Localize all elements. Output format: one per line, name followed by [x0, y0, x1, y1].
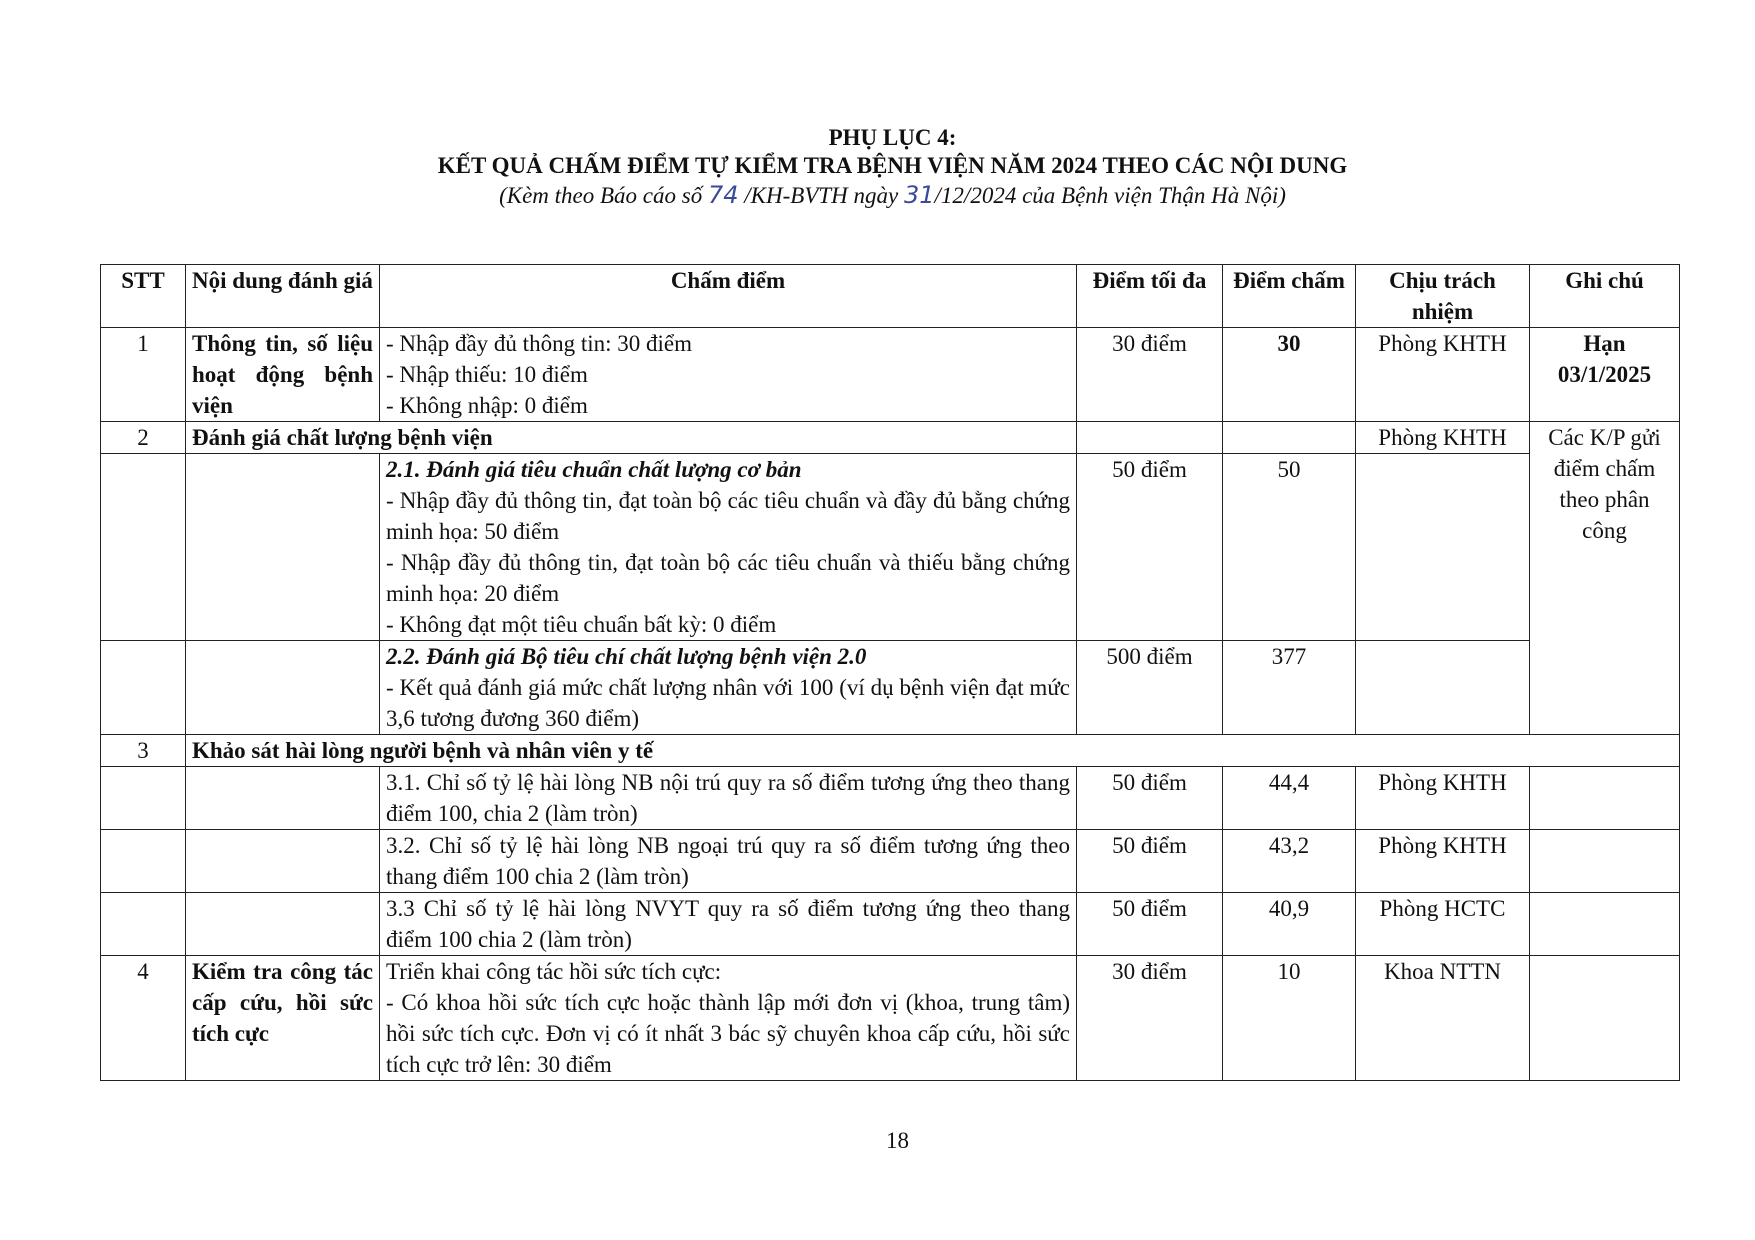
cell-empty	[1530, 956, 1680, 1081]
table-row	[101, 454, 1680, 641]
cell-ghi-chu: Các K/P gửi điểm chấm theo phân công	[1530, 422, 1680, 735]
cell-cham-diem: 3.1. Chỉ số tỷ lệ hài lòng NB nội trú quy ra số điểm tương ứng theo thang điểm 100, chia 2 (làm tròn)	[380, 767, 1077, 830]
page-number: 18	[886, 1128, 909, 1153]
appendix-subtitle	[30, 180, 1755, 211]
cell-diem-toi-da: 50 điểm	[1077, 893, 1223, 956]
cell-empty	[1356, 454, 1530, 641]
cell-section-title: Khảo sát hài lòng người bệnh và nhân viên y tế	[186, 735, 1680, 767]
cell-empty	[101, 454, 186, 641]
cell-section-title: Đánh giá chất lượng bệnh viện	[186, 422, 1077, 454]
subtitle-part-b: /KH-BVTH ngày	[744, 183, 899, 208]
table-header-row	[101, 265, 1680, 328]
document-title-block	[0, 124, 1755, 211]
table-row	[101, 767, 1680, 830]
header-cham-diem: Chấm điểm	[380, 265, 1077, 328]
cell-empty	[186, 454, 380, 641]
cell-chiu-trach-nhiem: Khoa NTTN	[1356, 956, 1530, 1081]
cell-cham-diem: 3.3 Chỉ số tỷ lệ hài lòng NVYT quy ra số điểm tương ứng theo thang điểm 100 chia 2 (làm tròn)	[380, 893, 1077, 956]
table-row	[101, 422, 1680, 454]
cell-empty	[1530, 767, 1680, 830]
criteria-line: Triển khai công tác hồi sức tích cực:	[386, 959, 722, 984]
criteria-line: - Không nhập: 0 điểm	[386, 393, 588, 418]
table-row	[101, 956, 1680, 1081]
cell-diem-cham: 377	[1223, 641, 1356, 735]
criteria-line: - Nhập thiếu: 10 điểm	[386, 362, 588, 387]
criteria-line: - Nhập đầy đủ thông tin, đạt toàn bộ các tiêu chuẩn và thiếu bằng chứng minh họa: 20 điểm	[386, 550, 1070, 606]
criteria-line: - Nhập đầy đủ thông tin: 30 điểm	[386, 331, 692, 356]
table-row	[101, 641, 1680, 735]
table-row	[101, 830, 1680, 893]
subtitle-part-c: /12/2024 của Bệnh viện Thận Hà Nội)	[934, 183, 1286, 208]
cell-stt: 4	[101, 956, 186, 1081]
table-row	[101, 735, 1680, 767]
cell-chiu-trach-nhiem: Phòng KHTH	[1356, 767, 1530, 830]
table-row	[101, 328, 1680, 422]
cell-cham-diem	[380, 956, 1077, 1081]
cell-noi-dung: Kiểm tra công tác cấp cứu, hồi sức tích cực	[186, 956, 380, 1081]
cell-chiu-trach-nhiem: Phòng KHTH	[1356, 328, 1530, 422]
header-diem-cham: Điểm chấm	[1223, 265, 1356, 328]
criteria-line: - Kết quả đánh giá mức chất lượng nhân với 100 (ví dụ bệnh viện đạt mức 3,6 tương đương 360 điểm)	[386, 675, 1070, 731]
cell-empty	[101, 830, 186, 893]
cell-diem-cham: 40,9	[1223, 893, 1356, 956]
cell-empty	[186, 893, 380, 956]
score-table	[100, 264, 1680, 1081]
table-row	[101, 893, 1680, 956]
cell-chiu-trach-nhiem: Phòng HCTC	[1356, 893, 1530, 956]
cell-cham-diem	[380, 328, 1077, 422]
criteria-line: - Có khoa hồi sức tích cực hoặc thành lập mới đơn vị (khoa, trung tâm) hồi sức tích cực. Đơn vị có ít nhất 3 bác sỹ chuyên khoa cấp cứu, hồi sức tích cực trở lên: 30 điểm	[386, 990, 1070, 1077]
cell-stt: 2	[101, 422, 186, 454]
cell-empty	[1223, 422, 1356, 454]
cell-diem-cham: 44,4	[1223, 767, 1356, 830]
subsection-title: 2.2. Đánh giá Bộ tiêu chí chất lượng bệnh viện 2.0	[386, 644, 867, 669]
header-ghi-chu: Ghi chú	[1530, 265, 1680, 328]
cell-diem-toi-da: 50 điểm	[1077, 767, 1223, 830]
cell-stt: 1	[101, 328, 186, 422]
cell-empty	[186, 767, 380, 830]
cell-empty	[186, 641, 380, 735]
cell-stt: 3	[101, 735, 186, 767]
cell-diem-cham: 50	[1223, 454, 1356, 641]
cell-diem-cham: 43,2	[1223, 830, 1356, 893]
appendix-heading: KẾT QUẢ CHẤM ĐIỂM TỰ KIỂM TRA BỆNH VIỆN NĂM 2024 THEO CÁC NỘI DUNG	[437, 153, 1348, 178]
header-stt: STT	[101, 265, 186, 328]
cell-empty	[1356, 641, 1530, 735]
handwritten-day: 31	[904, 181, 935, 209]
cell-empty	[1530, 830, 1680, 893]
subtitle-part-a: (Kèm theo Báo cáo số	[499, 183, 703, 208]
cell-diem-toi-da: 500 điểm	[1077, 641, 1223, 735]
cell-empty	[101, 767, 186, 830]
cell-empty	[186, 830, 380, 893]
cell-diem-toi-da: 30 điểm	[1077, 956, 1223, 1081]
cell-chiu-trach-nhiem: Phòng KHTH	[1356, 422, 1530, 454]
cell-empty	[1077, 422, 1223, 454]
header-diem-toi-da: Điểm tối đa	[1077, 265, 1223, 328]
cell-ghi-chu: Hạn 03/1/2025	[1530, 328, 1680, 422]
cell-diem-cham: 30	[1223, 328, 1356, 422]
cell-empty	[1530, 893, 1680, 956]
header-noi-dung: Nội dung đánh giá	[186, 265, 380, 328]
cell-diem-toi-da: 50 điểm	[1077, 830, 1223, 893]
cell-cham-diem: 3.2. Chỉ số tỷ lệ hài lòng NB ngoại trú quy ra số điểm tương ứng theo thang điểm 100 chia 2 (làm tròn)	[380, 830, 1077, 893]
cell-cham-diem	[380, 641, 1077, 735]
cell-diem-toi-da: 50 điểm	[1077, 454, 1223, 641]
cell-diem-toi-da: 30 điểm	[1077, 328, 1223, 422]
appendix-title: PHỤ LỤC 4:	[828, 125, 957, 150]
cell-diem-cham: 10	[1223, 956, 1356, 1081]
handwritten-report-number: 74	[707, 181, 739, 209]
subsection-title: 2.1. Đánh giá tiêu chuẩn chất lượng cơ bản	[386, 457, 802, 482]
cell-cham-diem	[380, 454, 1077, 641]
criteria-line: - Nhập đầy đủ thông tin, đạt toàn bộ các tiêu chuẩn và đầy đủ bằng chứng minh họa: 50 điểm	[386, 488, 1070, 544]
cell-empty	[101, 641, 186, 735]
criteria-line: - Không đạt một tiêu chuẩn bất kỳ: 0 điểm	[386, 612, 777, 637]
cell-noi-dung: Thông tin, số liệu hoạt động bệnh viện	[186, 328, 380, 422]
cell-chiu-trach-nhiem: Phòng KHTH	[1356, 830, 1530, 893]
header-chiu-trach-nhiem: Chịu trách nhiệm	[1356, 265, 1530, 328]
cell-empty	[101, 893, 186, 956]
